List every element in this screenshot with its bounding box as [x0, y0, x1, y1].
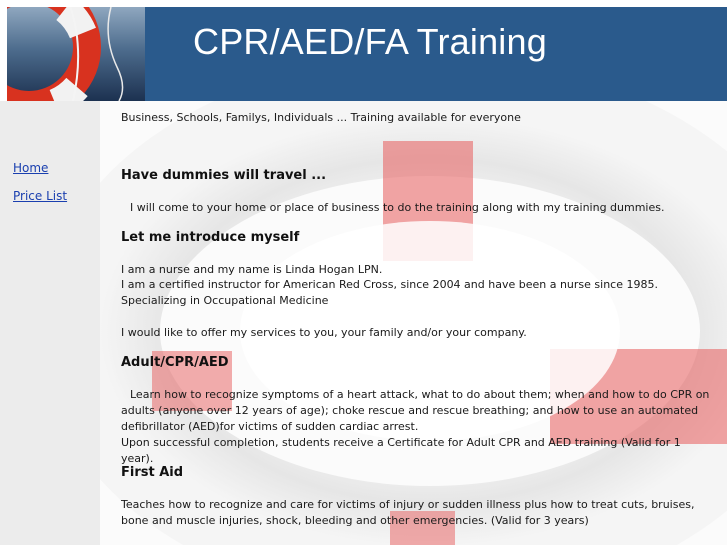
tagline: Business, Schools, Familys, Individuals ... Training available for everyone [121, 111, 521, 124]
life-ring-header-image [7, 7, 145, 101]
adult-cpr-description: Learn how to recognize symptoms of a heart attack, what to do about them; when and how to do CPR on adults (anyone over 12 years of age); choke rescue and rescue breathing; and how to use an automated defibrillator (AED)for victims of sudden cardiac arrest. [121, 388, 710, 433]
first-aid-description: Teaches how to recognize and care for victims of injury or sudden illness plus how to treat cuts, bruises, bone and muscle injuries, shock, bleeding and other emergencies. (Valid for 3 years) [121, 498, 695, 527]
site-header [7, 7, 727, 101]
life-ring-photo [7, 7, 145, 101]
section-heading-introduce: Let me introduce myself [121, 230, 300, 245]
sidebar [0, 101, 100, 545]
sidebar-item-home[interactable]: Home [13, 161, 49, 175]
page-title: CPR/AED/FA Training [193, 21, 547, 62]
adult-cpr-certificate: Upon successful completion, students receive a Certificate for Adult CPR and AED training (Valid for 1 year). [121, 436, 681, 465]
section-heading-adult-cpr-aed: Adult/CPR/AED [121, 355, 229, 370]
top-strip [0, 0, 727, 7]
section-heading-first-aid: First Aid [121, 465, 184, 480]
intro-offer-text: I would like to offer my services to you, your family and/or your company. [121, 326, 527, 339]
section-text-travel: I will come to your home or place of business to do the training along with my training dummies. [130, 201, 665, 214]
intro-name-text: I am a nurse and my name is Linda Hogan LPN. [121, 263, 383, 276]
sidebar-item-price-list[interactable]: Price List [13, 189, 68, 203]
main-content [100, 101, 727, 545]
section-heading-travel: Have dummies will travel ... [121, 168, 327, 183]
intro-certification-text: I am a certified instructor for American Red Cross, since 2004 and have been a nurse since 1985. Specializing in Occupational Medicine [121, 278, 658, 307]
